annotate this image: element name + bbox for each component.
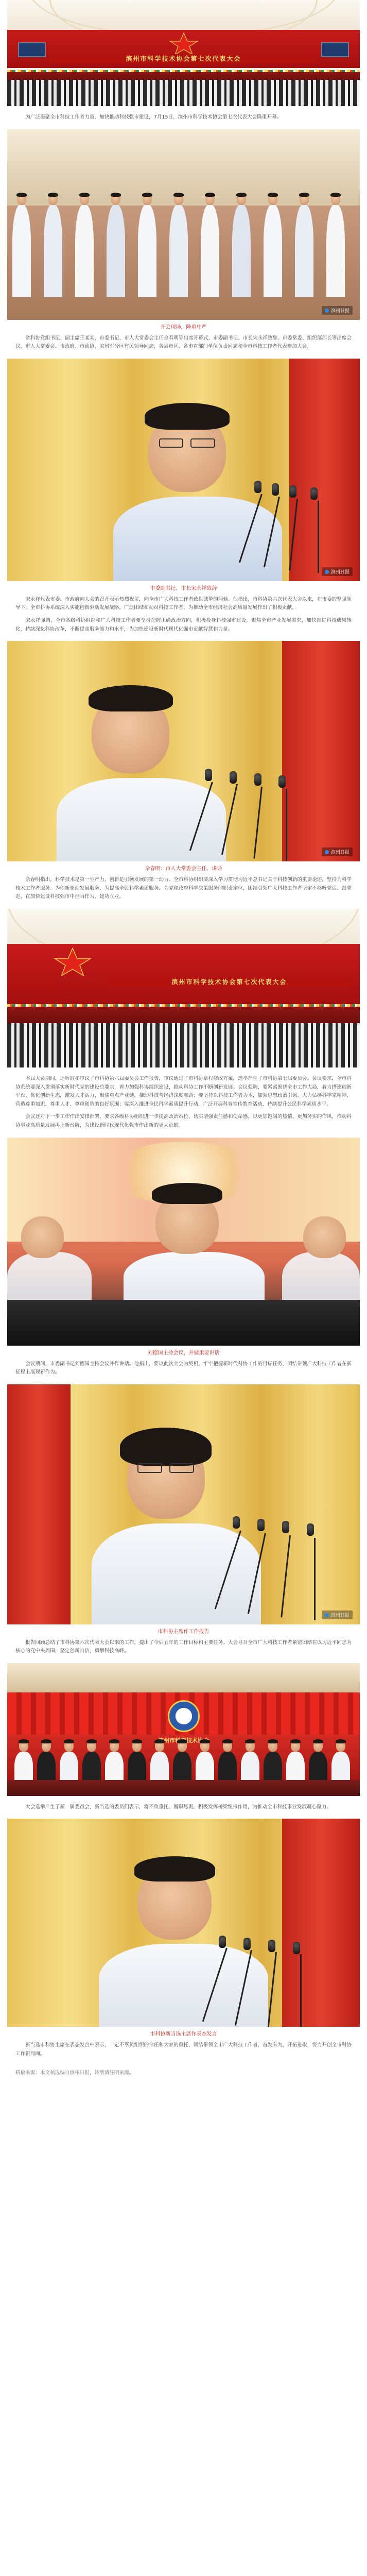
paragraph-6: 会议还对下一步工作作出安排部署，要求各级科协组织进一步提高政治站位，切实增强责任感和使命感，以更加饱满的热情、更加务实的作风，推动科协事业高质量发展再上新台阶，为建设新时代现代化强市作出新的更大贡献。 <box>15 1114 352 1128</box>
footer-note: 精稿来源：本文稿选编自滨州日报，转载请注明来源。 <box>15 2070 134 2076</box>
paragraph-1: 省科协党组书记、副主席王某某，市委书记、市人大常委会主任佘春明等出席开幕式，市委副书记、市长宋永祥致辞。市委常委、组织部部长等出席会议。市人大常委会、市政府、市政协、滨州军分区有关领导同志，各县市区、各市直部门单位负责同志和全市科技工作者代表参加大会。 <box>15 335 352 350</box>
hall-photo-2 <box>7 909 360 1067</box>
photo-caption-5: 市科协主席作工作报告 <box>158 1629 209 1635</box>
photo-caption-2: 市委副书记、市长宋永祥致辞 <box>150 585 217 591</box>
intro-paragraph: 为广泛凝聚全市科技工作者力量，加快推动科技强市建设，7月15日，滨州市科学技术协会第七次代表大会隆重开幕。 <box>25 114 282 120</box>
paragraph-10: 新当选市科协主席在表态发言中表示，一定不辜负组织的信任和大家的重托，团结带领全市广大科技工作者，奋发有为，开拓进取，努力开创全市科协工作新局面。 <box>15 2042 352 2057</box>
attendee-figure <box>264 194 282 297</box>
attendee-figure <box>44 194 62 297</box>
paragraph-7: 会议期间，市委副书记刘德国主持会议并作讲话。他指出，要以此次大会为契机，牢牢把握新时代科协工作的目标任务，团结带领广大科技工作者在新征程上展现新作为。 <box>15 1361 352 1376</box>
speaker-photo-1 <box>7 359 360 581</box>
app-logo-icon <box>325 309 329 313</box>
presiding-photo <box>7 1138 360 1346</box>
app-logo-icon <box>325 850 329 854</box>
photo-caption-4: 刘德国主持会议，并做重要讲话 <box>147 1350 220 1356</box>
hall-banner: 滨州市科学技术协会第七次代表大会 <box>49 54 318 63</box>
photo-caption-1: 开会现场，隆重庄严 <box>160 324 207 330</box>
paragraph-4: 佘春明指出，科学技术是第一生产力，创新是引领发展的第一动力。全市科协组织要深入学习贯彻习近平总书记关于科技创新的重要论述，坚持为科学技术工作者服务、为创新驱动发展服务、为提高全民科学素质服务、为党和政府科学决策服务的职责定位，团结引领广大科技工作者坚定不移听党话、跟党走，在加快建设科技强市中担当作为、建功立业。 <box>15 877 352 900</box>
watermark-badge: 滨州日报 <box>322 848 353 856</box>
speaker-photo-2 <box>7 641 360 861</box>
hall-banner: 滨州市科学技术协会第七次代表大会 <box>106 977 353 987</box>
attendee-figure <box>201 194 219 297</box>
watermark-badge: 滨州日报 <box>322 567 353 576</box>
attendee-figure <box>12 194 31 297</box>
paragraph-9: 大会选举产生了新一届委员会，新当选的委员们表示，将不负重托、履职尽责，积极发挥桥梁纽带作用，为推动全市科技事业发展凝心聚力。 <box>25 1804 331 1810</box>
red-star-icon <box>49 947 96 978</box>
app-logo-icon <box>325 570 329 574</box>
attendee-figure <box>138 194 156 297</box>
paragraph-3: 宋永祥强调，全市各级科协组织和广大科技工作者要坚持把握正确政治方向，积极投身科技强市建设，聚焦全市产业发展需求，加快推进科技成果转化，持续深化科协改革，不断提高服务能力和水平，为加快建设新时代现代化强市贡献智慧和力量。 <box>15 617 352 632</box>
attendee-figure <box>295 194 313 297</box>
paragraph-2: 宋永祥代表市委、市政府向大会的召开表示热烈祝贺，向全市广大科技工作者致以诚挚的问候。他指出，市科协第六次代表大会以来，在市委的坚强领导下，全市科协系统深入实施创新驱动发展战略，广泛团结和动员科技工作者，为推动全市经济社会高质量发展作出了积极贡献。 <box>15 596 352 611</box>
speaker-photo-3 <box>7 1384 360 1624</box>
paragraph-8: 报告回顾总结了市科协第六次代表大会以来的工作，提出了今后五年的工作目标和主要任务。大会号召全市广大科技工作者紧密团结在以习近平同志为核心的党中央周围，坚定创新自信，勇攀科技高峰。 <box>15 1639 352 1654</box>
officials-photo <box>7 129 360 320</box>
attendee-figure <box>75 194 94 297</box>
watermark-badge: 滨州日报 <box>322 306 353 315</box>
speaker-photo-4 <box>7 1819 360 2027</box>
photo-caption-6: 市科协新当选主席作表态发言 <box>150 2031 217 2038</box>
group-photo <box>7 1663 360 1796</box>
hall-photo-1 <box>7 0 360 106</box>
attendee-figure <box>169 194 188 297</box>
attendee-figure <box>326 194 345 297</box>
attendee-figure <box>232 194 251 297</box>
red-star-icon <box>166 32 202 57</box>
attendee-figure <box>107 194 125 297</box>
app-logo-icon <box>325 1613 329 1617</box>
paragraph-5: 本届大会期间，还听取和审议了市科协第六届委员会工作报告，审议通过了市科协章程修改方案，选举产生了市科协第七届委员会。会议要求，全市科协系统要深入贯彻落实新时代党的建设总要求，着力加强科协组织建设，推动科协工作不断创新发展。会议强调，要紧紧围绕全市工作大局，着力搭建创新平台，优化创新生态，激发人才活力，聚焦重点产业链，推动科技与经济深度融合；要坚持以科技工作者为本，加强思想政治引领，大力弘扬科学家精神，营造尊重知识、尊重人才、尊重创造的良好氛围；要深入推进全民科学素质提升行动，广泛开展科普宣传教育活动，持续提升公民科学素质水平。 <box>15 1075 352 1107</box>
photo-caption-3: 佘春明：市人大常委会主任、讲话 <box>145 866 222 872</box>
watermark-badge: 滨州日报 <box>322 1611 353 1619</box>
